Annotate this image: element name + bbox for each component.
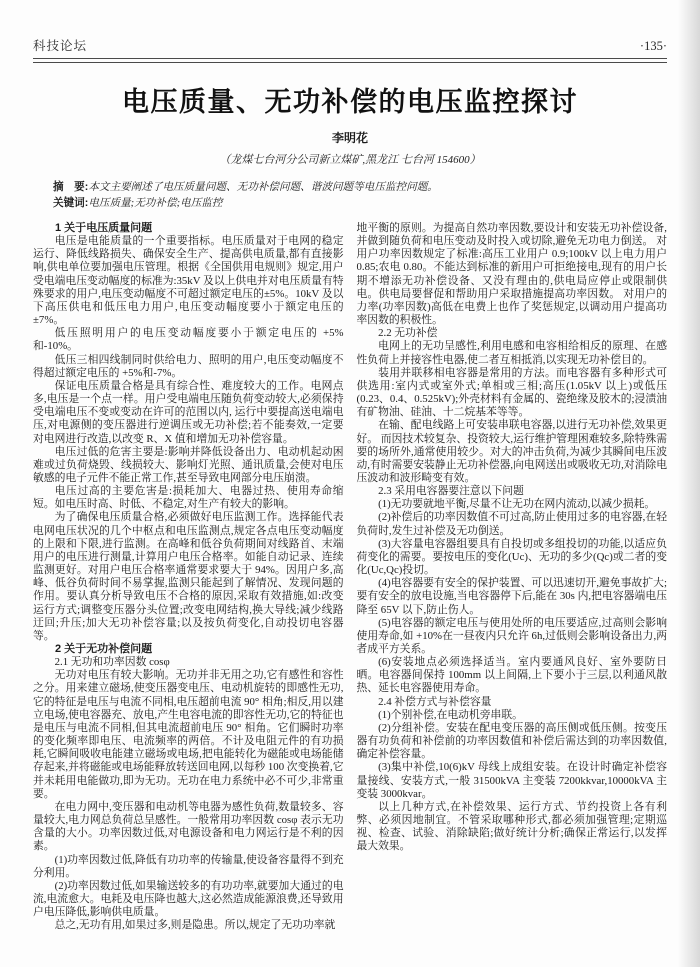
paragraph: (1)无功要就地平衡,尽量不让无功在网内流动,以减少损耗。 [378, 498, 656, 511]
section-heading: 2 关于无功补偿问题 [55, 643, 153, 655]
paragraph: 以上几种方式,在补偿效果、运行方式、节约投资上各有利弊、必须因地制宜。不管采取哪种形式,都必须加强管理;定期巡视、检查、试验、消除缺陷;做好统计分析;确保正常运行,以发挥最大效果。 [356, 800, 667, 853]
paragraph: (5)电容器的额定电压与使用处所的电压要适应,过高则会影响使用寿命,如 +10%在一昼夜内只允许 6h,过低则会影响设备出力,两者成平方关系。 [356, 616, 667, 655]
sub-heading: 2.4 补偿方式与补偿容量 [378, 695, 492, 708]
paragraph: (3)大容量电容器组要具有自投切或多组投切的功能,以适应负荷变化的需要。要按电压的变化(Uc)、无功的多少(Qc)或二者的变化(Uc,Qc)投切。 [356, 537, 667, 577]
keywords-text: 电压质量;无功补偿;电压监控 [88, 197, 223, 209]
right-column [357, 222, 668, 932]
paragraph: 无功对电压有较大影响。无功并非无用之功,它有感性和容性之分。用来建立磁场,使变压器变电压、电动机旋转的即感性无功,它的特征是电压与电流不同相,电压超前电流 90° 相角;相反,用以建立电场,使电容器充、放电,产生电容电流的即容性无功,它的特征也是电压与电流不同相,但其电流超前电压 90° 相角。它们瞬时功率的变化频率即电压、电流频率的两倍。不计及电阻元件的有功损耗,它瞬间吸收电能建立磁场或电场,把电能转化为磁能或电场能储存起来,并将磁能或电场能释放转送回电网,以每秒 100 次变换着,它并未耗用电能做功,即为无功。无功在电力系统中必不可少,非常重要。 [33, 669, 344, 800]
header-divider [33, 58, 667, 63]
paragraph: (1)功率因数过低,降低有功功率的传输量,使设备容量得不到充分利用。 [33, 853, 344, 879]
keywords-line [53, 196, 647, 212]
paragraph: 电网上的无功呈感性,利用电感和电容相给相反的原理、在感性负荷上并接容性电器,使二者互相抵消,以实现无功补偿目的。 [356, 340, 667, 366]
paragraph: 在电力网中,变压器和电动机等电器为感性负荷,数量较多、容量较大,电力网总负荷总呈感性。一般常用功率因数 cosφ 表示无功含量的大小。功率因数过低,对电源设备和电力网运行是不利的因素。 [33, 800, 344, 853]
sub-heading: 2.3 采用电容器要注意以下问题 [378, 485, 524, 498]
page-number: ·135· [639, 39, 667, 53]
paragraph: (3)集中补偿,10(6)kV 母线上成组安装。在设计时确定补偿容量接线、安装方式,一般 31500kVA 主变装 7200kkvar,10000kVA 主变装 3000kvar。 [356, 761, 667, 800]
journal-section-title: 科技论坛 [33, 39, 88, 53]
paragraph: (2)补偿后的功率因数值不可过高,防止使用过多的电容器,在轻负荷时,发生过补偿及无功倒送。 [356, 511, 667, 537]
left-column [33, 222, 344, 932]
paragraph: 在输、配电线路上可安装串联电容器,以进行无功补偿,效果更好。 而因技术较复杂、投资较大,运行维护管理困难较多,除特殊需要的场所外,通常使用较少。对大的冲击负荷,为减少其瞬间电压波动,有时需要安装静止无功补偿器,向电网送出或吸收无功,对消除电压波动和波形畸变有效。 [356, 419, 667, 484]
article-title: 电压质量、无功补偿的电压监控探讨 [122, 87, 578, 117]
keywords-label: 关键词: [53, 196, 89, 209]
article-body [0, 222, 700, 932]
paragraph: 低压照明用户的电压变动幅度要小于额定电压的 +5%和-10%。 [33, 327, 344, 353]
paragraph: 电压是电能质量的一个重要指标。电压质量对于电网的稳定运行、降低线路损失、确保安全生产、提高供电质量,都有直接影响,供电单位要加强电压管理。根据《全国供用电规则》规定,用户受电端电压变动幅度的标准为:35kV 及以上供电并对电压质量有特殊要求的用户,电压变动幅度不可超过额定电压的±5%。10kV 及以下高压供电和低压电力用户,电压变动幅度要小于额定电压的±7%。 [33, 235, 344, 327]
paragraph: 电压过高的主要危害是:损耗加大、电器过热、使用寿命缩短。如电压时高、时低、不稳定,对生产有较大的影响。 [33, 485, 344, 511]
paragraph: 为了确保电压质量合格,必须做好电压监测工作。选择能代表电网电压状况的几个中枢点和电压监测点,规定各点电压变动幅度的上限和下限,进行监测。在高峰和低谷负荷期间对线路首、末端用户的电压进行测量,计算用户电压合格率。如能自动记录、连续监测更好。对用户电压合格率通常要求要大于 94%。因用户多,高峰、低谷负荷时间不易掌握,监测只能起到了解情况、发现问题的作用。要认真分析导致电压不合格的原因,采取有效措施,如:改变运行方式;调整变压器分头位置;改变电网结构,换大导线;减少线路迂回;升压;加大无功补偿容量;以及按负荷变化,自动投切电容器等。 [33, 511, 344, 642]
paragraph: 电压过低的危害主要是:影响并降低设备出力、电动机起动困难或过负荷烧毁、线损较大、影响灯光照、通讯质量,会使对电压敏感的电子元件不能正常工作,甚至导致电网部分电压崩溃。 [33, 445, 344, 484]
paragraph: 保证电压质量合格是具有综合性、难度较大的工作。电网点多,电压是一个点一样。用户受电端电压随负荷变动较大,必须保持受电端电压不变或变动在许可的范围以内, 运行中要提高送电端电压,对电源侧的变压器进行逆调压或无功补偿;若不能奏效,一定要对电网进行改造,以改变 R、X 值和增加无功补偿容量。 [33, 379, 344, 445]
paragraph: (1)个别补偿,在电动机旁串联。 [378, 708, 523, 721]
abstract-line [53, 180, 647, 196]
paragraph: (2)功率因数过低,如果输送较多的有功功率,就要加大通过的电流,电流愈大。电耗及电压降也越大,这必然造成能源浪费,还导致用户电压降低,影响供电质量。 [33, 879, 344, 919]
paragraph: (6)安装地点必须选择适当。室内要通风良好、室外要防日晒。电容器间保持 100mm 以上间隔,上下要小于三层,以利通风散热、延长电容器使用寿命。 [356, 656, 667, 695]
abstract-label: 摘 要: [53, 181, 89, 193]
article-author: 李明花 [331, 131, 368, 145]
paragraph: (2)分组补偿。安装在配电变压器的高压侧或低压侧。按变压器有功负荷和补偿前的功率因数值和补偿后需达到的功率因数值,确定补偿容量。 [356, 721, 667, 761]
paragraph: (4)电容器要有安全的保护装置、可以迅速切开,避免事故扩大;要有安全的放电设施,当电容器停下后,能在 30s 内,把电容器端电压降至 65V 以下,防止伤人。 [356, 577, 667, 616]
paragraph: 总之,无功有用,如果过多,则是隐患。所以,规定了无功功率就 [54, 919, 336, 932]
page-header [33, 36, 667, 54]
paragraph: 地平衡的原则。为提高自然功率因数,要设计和安装无功补偿设备,并做到随负荷和电压变动及时投入或切除,避免无功电力倒送。 对用户功率因数规定了标准:高压工业用户 0.9;100kV 以上电力用户 0.85;农电 0.80。不能达到标准的新用户可拒绝接电,现有的用户长期不增添无功补偿设备、又没有理由的,供电局应停止或限制供电。供电局要督促和帮助用户采取措施提高功率因数。 对用户的力率(功率因数)高低在电费上也作了奖惩规定,以调动用户提高功率因数的积极性。 [356, 222, 667, 327]
section-heading: 1 关于电压质量问题 [55, 222, 153, 234]
paragraph: 低压三相四线制同时供给电力、照明的用户,电压变动幅度不得超过额定电压的 +5%和-7%。 [33, 353, 344, 379]
sub-heading: 2.2 无功补偿 [378, 327, 438, 340]
abstract-text: 本文主要阐述了电压质量问题、无功补偿问题、谐波问题等电压监控问题。 [88, 182, 438, 193]
sub-heading: 2.1 无功和功率因数 cosφ [54, 656, 170, 669]
article-affiliation: （龙煤七台河分公司新立煤矿,黑龙江 七台河 154600） [219, 154, 481, 166]
paragraph: 装用并联移相电容器是常用的方法。而电容器有多种形式可供选用:室内式或室外式;单相或三相;高压(1.05kV 以上)或低压(0.23、0.4、0.525kV);外壳材料有金属的、瓷绝缘及胶木的;浸渍油有矿物油、硅油、十二烷基苯等等。 [356, 366, 667, 419]
